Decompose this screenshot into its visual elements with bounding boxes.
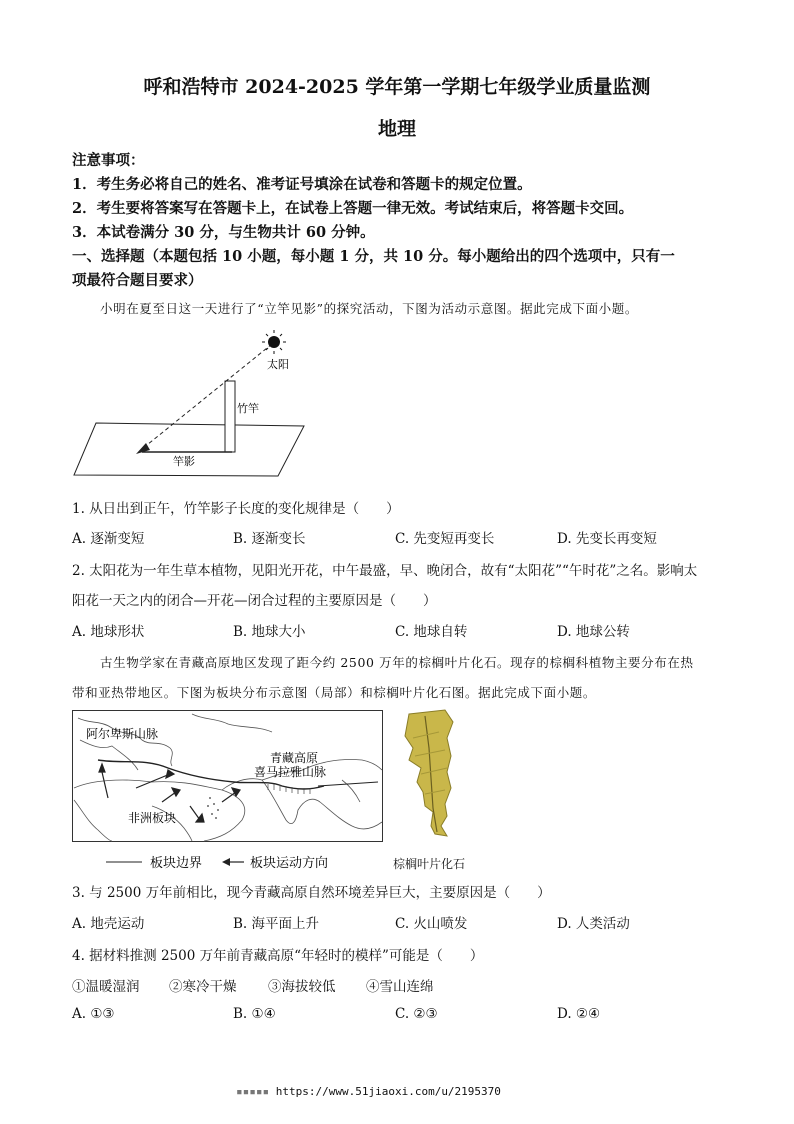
sun-icon: [262, 330, 286, 354]
question-3-stem: 3. 与 2500 万年前相比，现今青藏高原自然环境差异巨大，主要原因是（ ）: [72, 885, 551, 901]
page-title: 呼和浩特市 2024-2025 学年第一学期七年级学业质量监测: [143, 76, 651, 98]
material-2-intro-cont: 带和亚热带地区。下图为板块分布示意图（局部）和棕榈叶片化石图。据此完成下面小题。: [72, 685, 597, 700]
notice-item-2: 2．考生要将答案写在答题卡上，在试卷上答题一律无效。考试结束后，将答题卡交回。: [72, 200, 634, 217]
q1-option-b[interactable]: B. 逐渐变长: [233, 531, 306, 547]
shadow-label: 竿影: [173, 455, 195, 468]
ground-plane: [74, 423, 304, 476]
pole-label: 竹竿: [237, 402, 259, 415]
label-africa-plate: 非洲板块: [128, 811, 177, 825]
q2-option-a[interactable]: A. 地球形状: [72, 624, 145, 640]
section-heading-cont: 项最符合题目要求）: [72, 272, 203, 289]
question-2-stem: 2. 太阳花为一年生草本植物，见阳光开花，中午最盛，早、晚闭合，故有“太阳花”“午时花”之名。影响太: [72, 563, 698, 579]
question-4-stem: 4. 据材料推测 2500 万年前青藏高原“年轻时的模样”可能是（ ）: [72, 948, 484, 964]
q4-statement-4: ④雪山连绵: [366, 979, 434, 995]
q4-statement-2: ②寒冷干燥: [169, 979, 237, 995]
section-heading: 一、选择题（本题包括 10 小题，每小题 1 分，共 10 分。每小题给出的四个选项中，只有一: [72, 248, 675, 265]
q2-option-c[interactable]: C. 地球自转: [395, 624, 468, 640]
legend-boundary-label: 板块边界: [150, 856, 203, 870]
q1-option-d[interactable]: D. 先变长再变短: [557, 531, 657, 547]
legend-arrowhead: [222, 858, 230, 866]
q3-option-a[interactable]: A. 地壳运动: [72, 916, 145, 932]
palm-leaf-fossil-image: [395, 708, 465, 843]
q4-option-c[interactable]: C. ②③: [395, 1006, 438, 1022]
footer-watermark: [236, 1085, 501, 1098]
q1-option-a[interactable]: A. 逐渐变短: [72, 531, 145, 547]
footer-prefix: ▪▪▪▪▪: [236, 1085, 270, 1098]
subject-title: 地理: [377, 118, 416, 140]
material-1-intro: 小明在夏至日这一天进行了“立竿见影”的探究活动，下图为活动示意图。据此完成下面小题。: [100, 301, 638, 316]
q2-option-d[interactable]: D. 地球公转: [557, 624, 630, 640]
q3-option-c[interactable]: C. 火山喷发: [395, 916, 468, 932]
bamboo-pole: [225, 381, 235, 452]
q2-option-b[interactable]: B. 地球大小: [233, 624, 306, 640]
label-alps: 阿尔卑斯山脉: [86, 727, 159, 741]
q4-option-b[interactable]: B. ①④: [233, 1006, 276, 1022]
label-plateau: 青藏高原: [270, 751, 319, 765]
q4-option-a[interactable]: A. ①③: [72, 1006, 115, 1022]
footer-url[interactable]: https://www.51jiaoxi.com/u/2195370: [275, 1085, 501, 1098]
q1-option-c[interactable]: C. 先变短再变长: [395, 531, 495, 547]
q4-statement-1: ①温暖湿润: [72, 979, 140, 995]
question-1-stem: 1. 从日出到正午，竹竿影子长度的变化规律是（ ）: [72, 501, 400, 517]
sun-ray: [142, 344, 272, 449]
label-himalaya: 喜马拉雅山脉: [254, 765, 327, 779]
notice-item-1: 1．考生务必将自己的姓名、准考证号填涂在试卷和答题卡的规定位置。: [72, 176, 532, 193]
plate-map-figure: [72, 710, 384, 870]
notice-heading: 注意事项：: [72, 152, 145, 169]
material-2-intro: 古生物学家在青藏高原地区发现了距今约 2500 万年的棕榈叶片化石。现存的棕榈科植物主要分布在热: [100, 655, 694, 670]
q4-option-d[interactable]: D. ②④: [557, 1006, 601, 1022]
question-2-stem-cont: 阳花一天之内的闭合—开花—闭合过程的主要原因是（ ）: [72, 593, 437, 609]
shadow-experiment-figure: [70, 328, 320, 483]
sun-label: 太阳: [267, 358, 289, 371]
q4-statement-3: ③海拔较低: [268, 979, 336, 995]
notice-item-3: 3．本试卷满分 30 分，与生物共计 60 分钟。: [72, 224, 375, 241]
fossil-caption: 棕榈叶片化石: [393, 857, 466, 871]
q3-option-d[interactable]: D. 人类活动: [557, 916, 630, 932]
legend-motion-label: 板块运动方向: [250, 856, 329, 870]
q3-option-b[interactable]: B. 海平面上升: [233, 916, 320, 932]
